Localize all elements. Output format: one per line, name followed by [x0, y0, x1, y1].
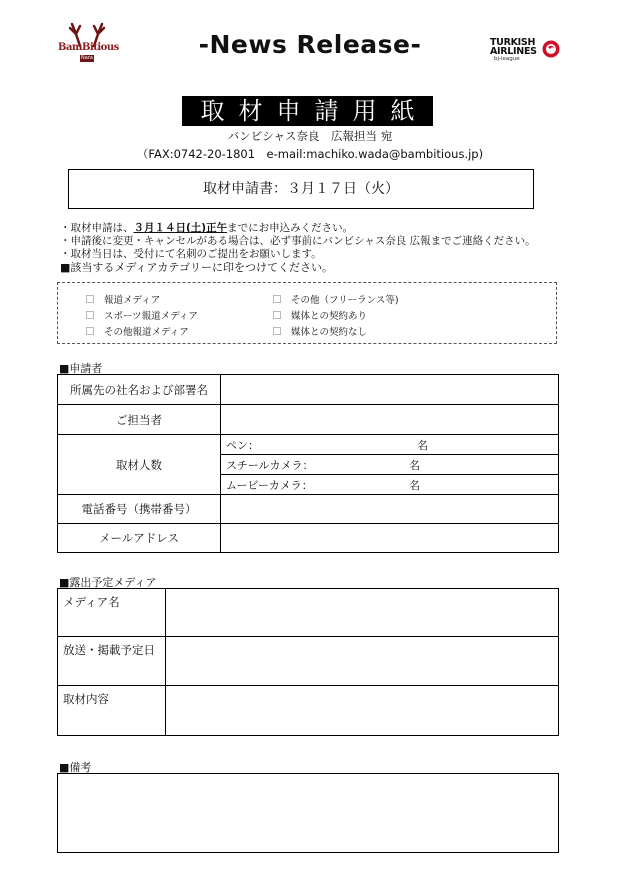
category-with-contract[interactable] [273, 308, 367, 322]
media-name-field[interactable] [166, 589, 559, 637]
movie-camera-label: ムービーカメラ： [226, 478, 313, 492]
checkbox[interactable] [273, 295, 281, 303]
phone-field[interactable] [221, 495, 559, 524]
category-freelance[interactable] [273, 292, 399, 306]
sponsor-logo-line1: TURKISH [490, 37, 536, 48]
coverage-content-label: 取材内容 [58, 686, 166, 736]
team-logo-text: BamBitious [58, 42, 119, 53]
category-label: 媒体との契約あり [291, 311, 368, 322]
note-change: ・申請後に変更・キャンセルがある場合は、必ず事前にバンビシャス奈良 広報までご連絡ください。 [60, 235, 536, 247]
checkbox[interactable] [273, 311, 281, 319]
category-label: その他（フリーランス等) [291, 295, 399, 306]
broadcast-date-field[interactable] [166, 637, 559, 686]
sponsor-logo [490, 38, 560, 64]
category-sports-media[interactable] [86, 308, 198, 322]
news-release-title: -News Release- [198, 30, 422, 59]
form-title: 取材申請用紙 [182, 96, 433, 126]
team-logo-sub: Nara [81, 55, 93, 61]
category-news-media[interactable] [86, 292, 160, 306]
still-camera-row[interactable] [221, 455, 558, 475]
category-label: 媒体との契約なし [291, 327, 368, 338]
phone-label: 電話番号（携帯番号） [58, 495, 221, 524]
count-label: 取材人数 [58, 435, 221, 495]
email-field[interactable] [221, 524, 559, 553]
company-field[interactable] [221, 375, 559, 405]
applicant-table [57, 374, 559, 553]
note-deadline-post: までにお申込みください。 [227, 222, 354, 234]
media-table [57, 588, 559, 736]
category-label: 報道メディア [104, 295, 161, 306]
contact-info: （FAX:0742-20-1801 e-mail:machiko.wada@bambitious.jp) [136, 147, 484, 161]
pen-label: ペン： [226, 438, 259, 452]
checkbox[interactable] [273, 327, 281, 335]
application-date-box: 取材申請書：３月１７日（火） [68, 169, 534, 209]
media-heading: ■露出予定メディア [59, 576, 157, 589]
note-deadline [60, 222, 536, 235]
checkbox[interactable] [86, 311, 94, 319]
checkbox[interactable] [86, 327, 94, 335]
email-label: メールアドレス [58, 524, 221, 553]
person-field[interactable] [221, 405, 559, 435]
remarks-heading: ■備考 [59, 761, 92, 774]
movie-camera-unit: 名 [409, 478, 420, 492]
note-deadline-emphasis: ３月１４日(土)正午 [133, 222, 228, 234]
remarks-field[interactable] [57, 773, 559, 853]
notes [60, 222, 536, 274]
note-deadline-pre: ・取材申請は、 [60, 222, 134, 234]
person-label: ご担当者 [58, 405, 221, 435]
still-camera-label: スチールカメラ： [226, 458, 314, 472]
sponsor-logo-line2: AIRLINES [490, 46, 537, 57]
category-heading: ■該当するメディアカテゴリーに印をつけてください。 [60, 261, 333, 274]
recipient-address: バンビシャス奈良 広報担当 宛 [227, 129, 393, 143]
movie-camera-row[interactable] [221, 475, 558, 494]
category-other-news-media[interactable] [86, 324, 189, 338]
still-camera-unit: 名 [409, 458, 420, 472]
applicant-heading: ■申請者 [59, 362, 103, 375]
category-without-contract[interactable] [273, 324, 367, 338]
category-label: スポーツ報道メディア [104, 311, 198, 322]
sponsor-logo-line3: bj-league [494, 56, 520, 62]
coverage-content-field[interactable] [166, 686, 559, 736]
pen-row[interactable] [221, 435, 558, 455]
count-cell [221, 435, 559, 495]
checkbox[interactable] [86, 295, 94, 303]
category-label: その他報道メディア [104, 327, 189, 338]
note-business-card: ・取材当日は、受付にて名刺のご提出をお願いします。 [60, 248, 322, 260]
broadcast-date-label: 放送・掲載予定日 [58, 637, 166, 686]
media-category-box [57, 282, 557, 344]
media-name-label: メディア名 [58, 589, 166, 637]
pen-unit: 名 [417, 438, 428, 452]
sponsor-emblem-icon [542, 40, 560, 58]
company-label: 所属先の社名および部署名 [58, 375, 221, 405]
